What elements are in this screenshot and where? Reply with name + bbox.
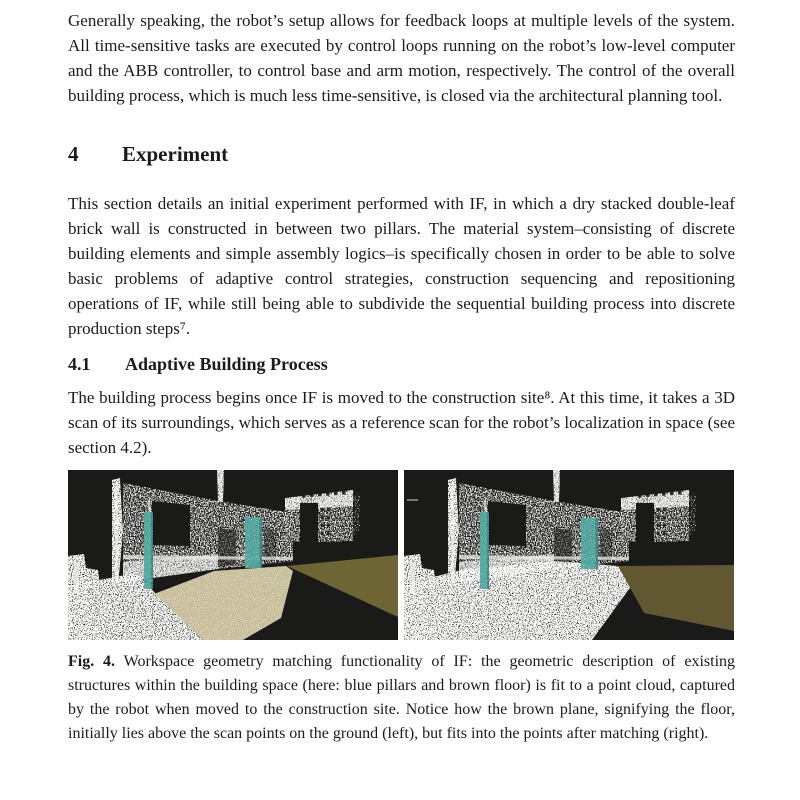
section-heading — [68, 141, 735, 167]
figure-image-row — [68, 470, 735, 640]
figure-caption — [68, 650, 735, 746]
figure-4 — [68, 470, 735, 746]
subsection-number: 4.1 — [68, 354, 91, 374]
section-title: Experiment — [122, 142, 229, 166]
figure-caption-text: Workspace geometry matching functionality of IF: the geometric description of existing structures within the building space (here: blue pillars and brown floor) is fit to a point cloud, captured by the robot when moved to the construction site. Notice how the brown plane, signifying the floor, initially lies above the scan points on the ground (left), but fits into the points after matching (right). — [68, 653, 736, 742]
subsection-title: Adaptive Building Process — [125, 354, 328, 374]
paragraph-building-process: The building process begins once IF is moved to the construction site⁸. At this time, it takes a 3D scan of its surroundings, which serves as a reference scan for the robot’s localization in space (see section 4.2). — [68, 388, 735, 457]
subsection-heading — [68, 353, 735, 375]
figure-caption-label: Fig. 4. — [68, 653, 116, 670]
figure-image-after-matching — [404, 470, 734, 640]
paragraph-experiment: This section details an initial experiment performed with IF, in which a dry stacked double-leaf brick wall is constructed in between two pillars. The material system–consisting of discrete building elements and simple assembly logics–is specifically chosen in order to be able to solve basic problems of adaptive control strategies, construction sequencing and repositioning operations of IF, while still being able to subdivide the sequential building process into discrete production steps⁷. — [68, 194, 735, 338]
paragraph-intro: Generally speaking, the robot’s setup allows for feedback loops at multiple levels of the system. All time-sensitive tasks are executed by control loops running on the robot’s low-level computer and the ABB controller, to control base and arm motion, respectively. The control of the overall building process, which is much less time-sensitive, is closed via the architectural planning tool. — [68, 11, 735, 105]
paper-page — [68, 8, 735, 746]
figure-image-before-matching — [68, 470, 398, 640]
section-number: 4 — [68, 142, 79, 166]
